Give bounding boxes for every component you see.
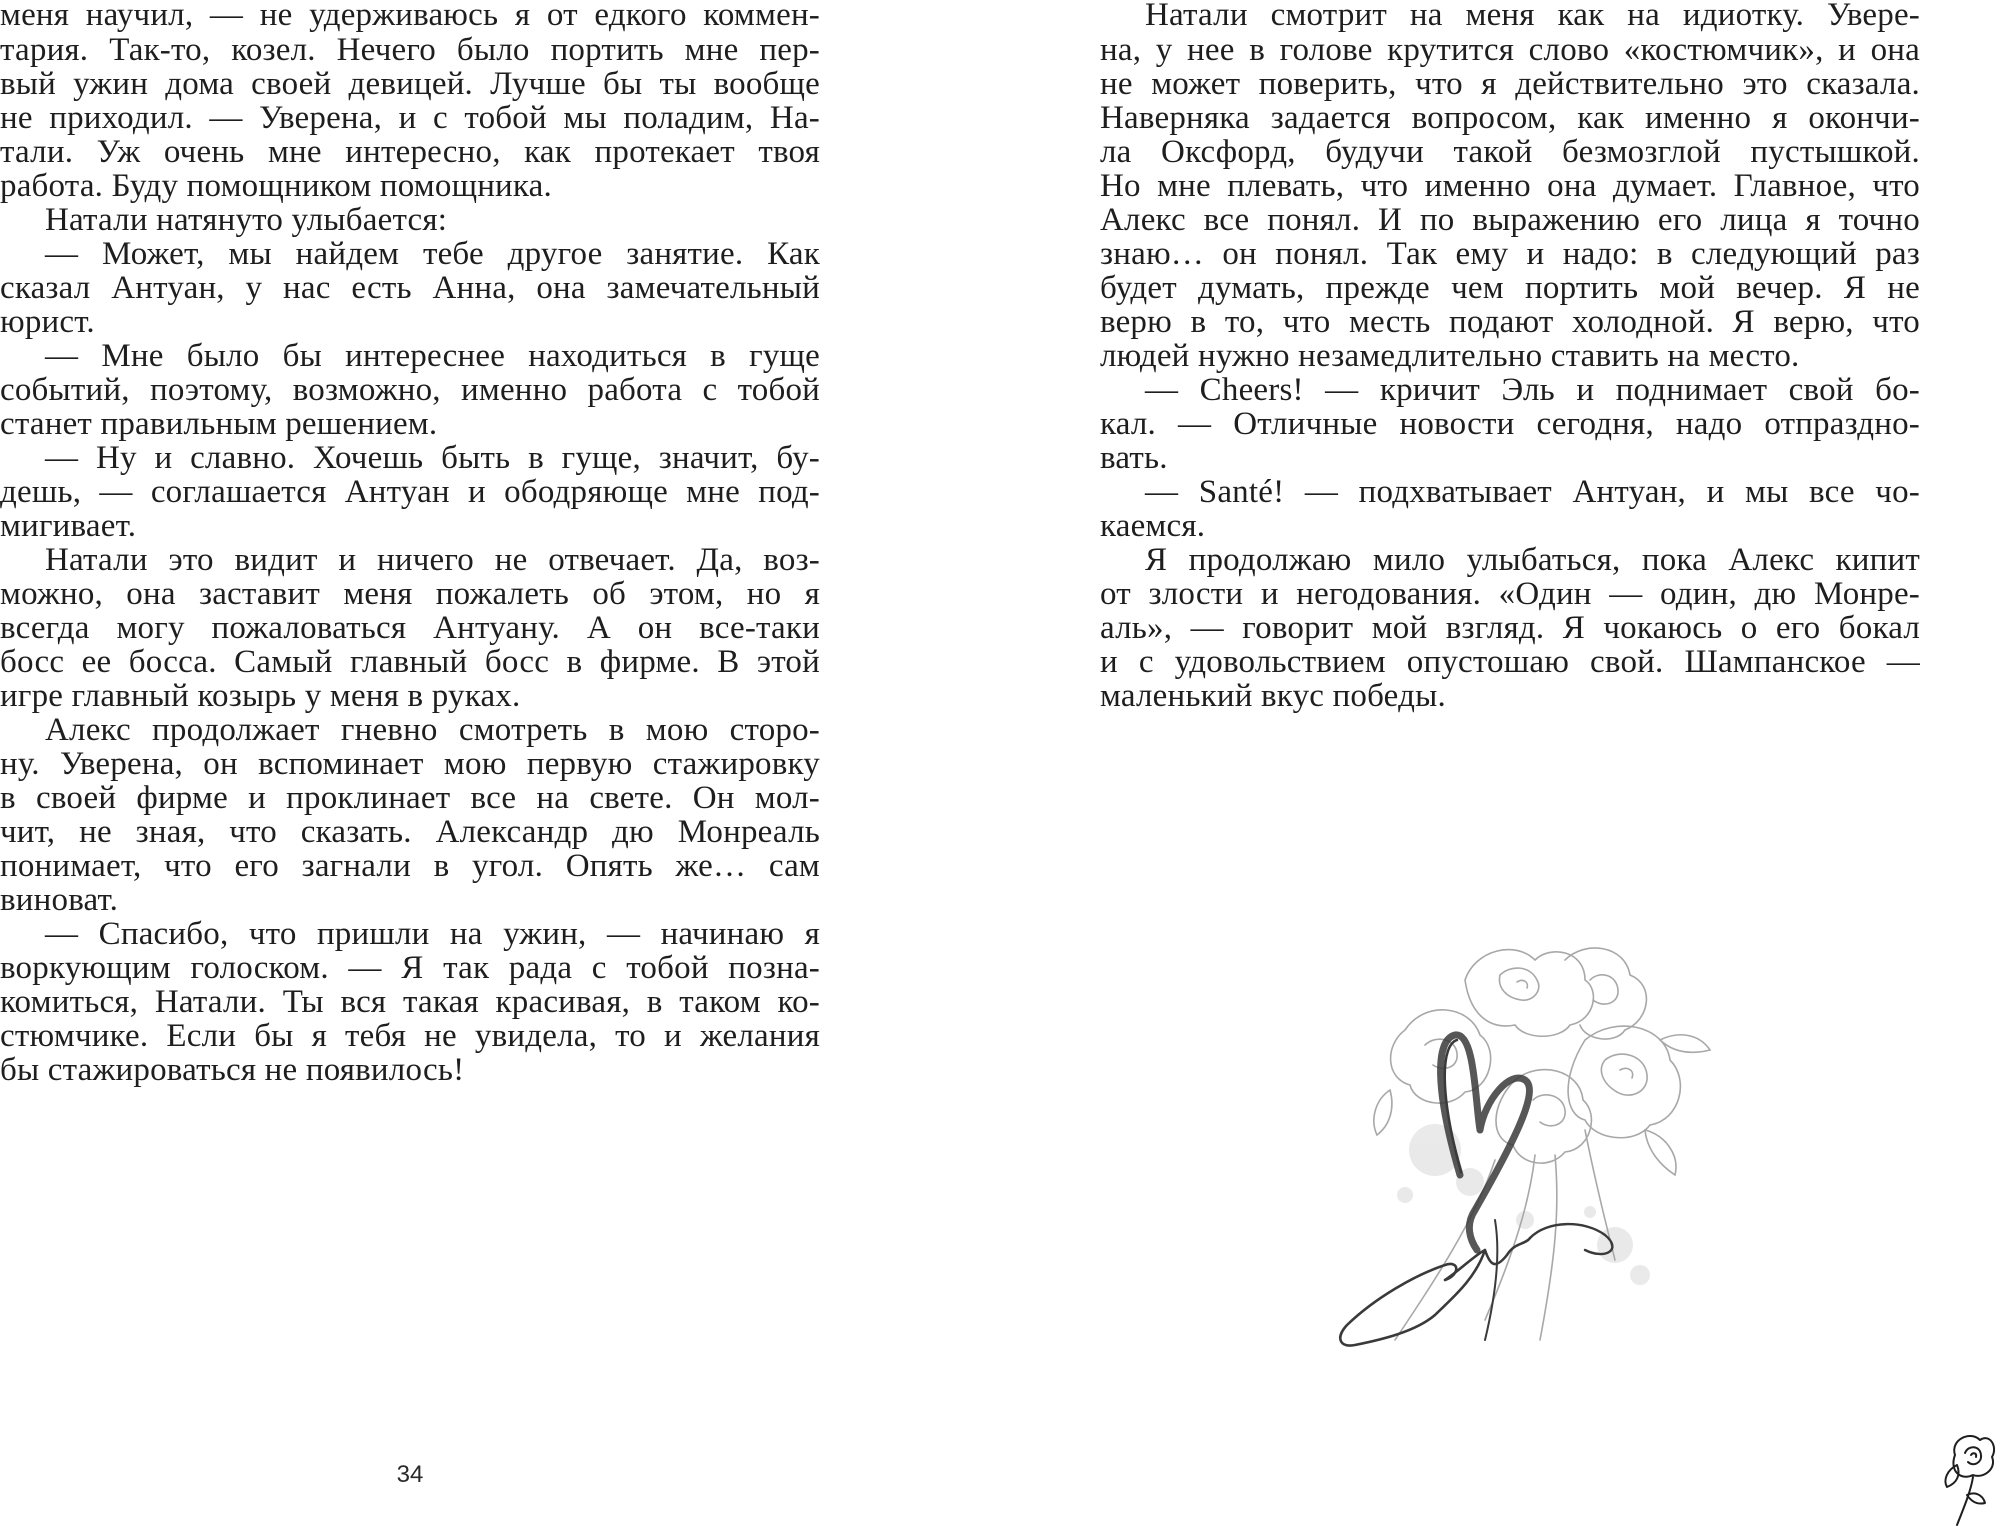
text-line: чит, не зная, что сказать. Александр дю Монреаль [0, 814, 820, 850]
rose-bouquet-illustration [1285, 920, 1765, 1390]
ink-splash-decoration [1397, 1124, 1650, 1285]
text-line: — Может, мы найдем тебе другое занятие. Как [45, 236, 820, 272]
text-line: стюмчике. Если бы я тебя не увидела, то и желания [0, 1018, 820, 1054]
text-line: сказал Антуан, у нас есть Анна, она замечательный [0, 270, 820, 306]
text-line: вый ужин дома своей девицей. Лучше бы ты вообще [0, 66, 820, 102]
page-number: 34 [396, 1461, 424, 1488]
text-line: и с удовольствием опустошаю свой. Шампанское — [1100, 644, 1920, 680]
rose-icon [1935, 1425, 2000, 1527]
text-line: маленький вкус победы. [1100, 678, 1446, 714]
text-line: будет думать, прежде чем портить мой вечер. Я не [1100, 270, 1920, 306]
text-line: Натали это видит и ничего не отвечает. Да, воз- [45, 542, 820, 578]
text-line: Наверняка задается вопросом, как именно я окончи- [1100, 100, 1920, 136]
text-line: Алекс продолжает гневно смотреть в мою сторо- [45, 712, 820, 748]
text-line: Но мне плевать, что именно она думает. Главное, что [1100, 168, 1920, 204]
text-line: вать. [1100, 440, 1168, 476]
text-line: босс ее босса. Самый главный босс в фирме. В этой [0, 644, 820, 680]
text-line: тали. Уж очень мне интересно, как протекает твоя [0, 134, 820, 170]
text-line: кал. — Отличные новости сегодня, надо отпраздно- [1100, 406, 1920, 442]
text-line: каемся. [1100, 508, 1206, 544]
text-line: аль», — говорит мой взгляд. Я чокаюсь о его бокал [1100, 610, 1920, 646]
text-line: дешь, — соглашается Антуан и ободряюще мне под- [0, 474, 820, 510]
text-line: ну. Уверена, он вспоминает мою первую стажировку [0, 746, 820, 782]
text-line: меня научил, — не удерживаюсь я от едкого коммен- [0, 0, 820, 33]
text-line: — Спасибо, что пришли на ужин, — начинаю я [45, 916, 820, 952]
text-line: на, у нее в голове крутится слово «костюмчик», и она [1100, 32, 1920, 68]
text-line: мигивает. [0, 508, 137, 544]
text-line: знаю… он понял. Так ему и надо: в следующий раз [1100, 236, 1920, 272]
text-line: работа. Буду помощником помощника. [0, 168, 552, 204]
text-line: можно, она заставит меня пожалеть об этом, но я [0, 576, 820, 612]
text-line: понимает, что его загнали в угол. Опять же… сам [0, 848, 820, 884]
text-line: игре главный козырь у меня в руках. [0, 678, 521, 714]
text-line: Я продолжаю мило улыбаться, пока Алекс кипит [1145, 542, 1920, 578]
text-line: — Cheers! — кричит Эль и поднимает свой бо- [1145, 372, 1920, 408]
text-line: — Ну и славно. Хочешь быть в гуще, значит, бу- [45, 440, 820, 476]
text-line: бы стажироваться не появилось! [0, 1052, 465, 1088]
text-line: тария. Так-то, козел. Нечего было портить мне пер- [0, 32, 820, 68]
text-line: людей нужно незамедлительно ставить на место. [1100, 338, 1800, 374]
text-line: всегда могу пожаловаться Антуану. А он все-таки [0, 610, 820, 646]
text-line: юрист. [0, 304, 95, 340]
text-line: от злости и негодования. «Один — один, дю Монре- [1100, 576, 1920, 612]
text-line: не приходил. — Уверена, и с тобой мы поладим, На- [0, 100, 820, 136]
text-line: не может поверить, что я действительно это сказала. [1100, 66, 1920, 102]
text-line: комиться, Натали. Ты вся такая красивая, в таком ко- [0, 984, 820, 1020]
text-line: воркующим голоском. — Я так рада с тобой позна- [0, 950, 820, 986]
text-line: Натали натянуто улыбается: [45, 202, 448, 238]
text-line: — Мне было бы интереснее находиться в гуще [45, 338, 820, 374]
text-line: — Santé! — подхватывает Антуан, и мы все чо- [1145, 474, 1920, 510]
text-line: Натали смотрит на меня как на идиотку. Увере- [1145, 0, 1920, 33]
text-line: виноват. [0, 882, 119, 918]
text-line: верю в то, что месть подают холодной. Я верю, что [1100, 304, 1920, 340]
text-line: станет правильным решением. [0, 406, 438, 442]
text-line: событий, поэтому, возможно, именно работа с тобой [0, 372, 820, 408]
text-line: Алекс все понял. И по выражению его лица я точно [1100, 202, 1920, 238]
text-line: ла Оксфорд, будучи такой безмозглой пустышкой. [1100, 134, 1920, 170]
text-line: в своей фирме и проклинает все на свете. Он мол- [0, 780, 820, 816]
